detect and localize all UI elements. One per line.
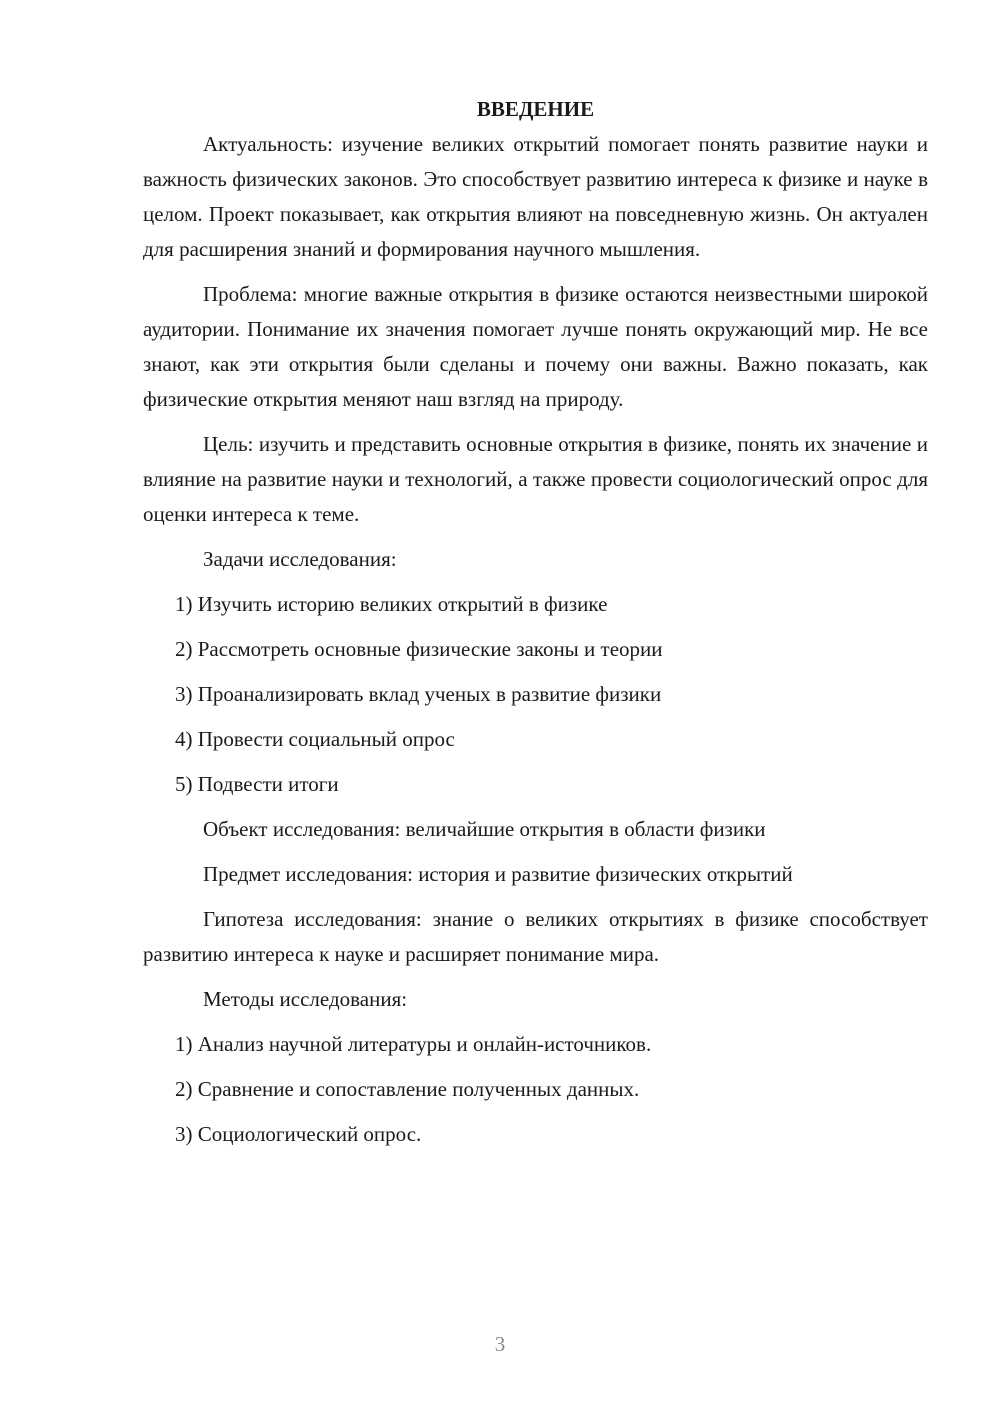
methods-heading: Методы исследования: (203, 987, 408, 1011)
method-item-2: 2) Сравнение и сопоставление полученных данных. (175, 1077, 640, 1101)
task-item-3: 3) Проанализировать вклад ученых в развитие физики (175, 682, 662, 706)
page-number: 3 (494, 1332, 506, 1356)
method-item-1: 1) Анализ научной литературы и онлайн-источников. (175, 1032, 652, 1056)
hypothesis-paragraph: Гипотеза исследования: знание о великих открытиях в физике способствует развитию интереса к науке и расширяет понимание мира. (143, 907, 928, 966)
task-item-1: 1) Изучить историю великих открытий в физике (175, 592, 608, 616)
tasks-heading: Задачи исследования: (203, 547, 397, 571)
problem-paragraph: Проблема: многие важные открытия в физике остаются неизвестными широкой аудитории. Понимание их значения помогает лучше понять окружающий мир. Не все знают, как эти открытия были сделаны и почему они важны. Важно показать, как физические открытия меняют наш взгляд на природу. (143, 282, 928, 411)
task-item-4: 4) Провести социальный опрос (175, 727, 455, 751)
section-title: ВВЕДЕНИЕ (476, 97, 595, 121)
task-item-5: 5) Подвести итоги (175, 772, 339, 796)
document-page (143, 92, 928, 1162)
relevance-paragraph: Актуальность: изучение великих открытий помогает понять развитие науки и важность физических законов. Это способствует развитию интереса к физике и науке в целом. Проект показывает, как открытия влияют на повседневную жизнь. Он актуален для расширения знаний и формирования научного мышления. (143, 132, 928, 261)
goal-paragraph: Цель: изучить и представить основные открытия в физике, понять их значение и влияние на развитие науки и технологий, а также провести социологический опрос для оценки интереса к теме. (143, 432, 928, 526)
task-item-2: 2) Рассмотреть основные физические законы и теории (175, 637, 663, 661)
research-object: Объект исследования: величайшие открытия в области физики (203, 817, 766, 841)
method-item-3: 3) Социологический опрос. (175, 1122, 422, 1146)
research-subject: Предмет исследования: история и развитие физических открытий (203, 862, 793, 886)
